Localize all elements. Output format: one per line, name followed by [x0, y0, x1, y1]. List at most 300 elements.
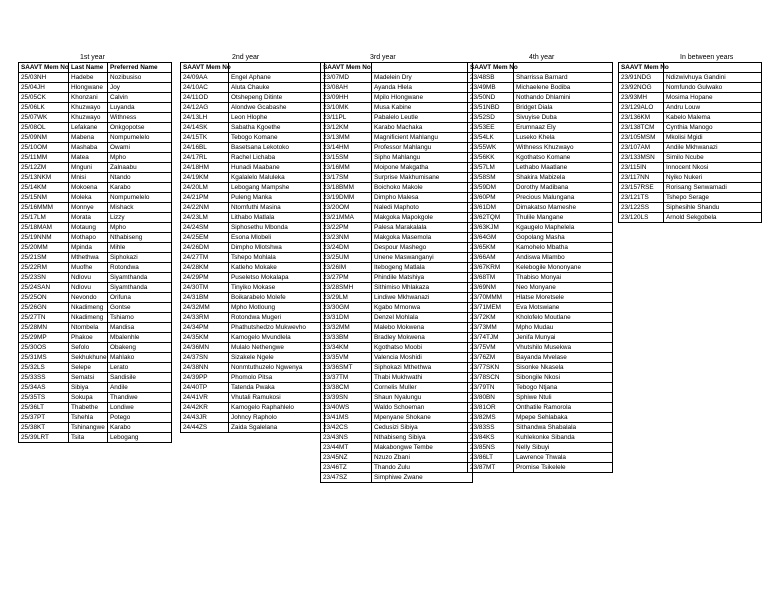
- table-row: [468, 93, 613, 103]
- name-cell: Andru Louw: [664, 103, 762, 113]
- name-cell: Hunadi Maabane: [229, 163, 325, 173]
- member-number-cell: 23/34KM: [321, 343, 372, 353]
- table-row: [468, 303, 613, 313]
- name-cell: Naledi Maphoto: [372, 203, 473, 213]
- member-number-cell: 23/31DM: [321, 313, 372, 323]
- member-number-cell: 24/44ZS: [181, 423, 229, 433]
- name-cell: Mashaba: [69, 143, 108, 153]
- table-row: [321, 153, 473, 163]
- name-cell: Moleka: [69, 193, 108, 203]
- table-row: [468, 143, 613, 153]
- table-row: [321, 123, 473, 133]
- column-header: SAAVT Mem No: [181, 63, 229, 73]
- member-number-cell: 25/35TS: [19, 393, 69, 403]
- name-cell: Basetsana Lekotoko: [229, 143, 325, 153]
- member-number-cell: 24/19KM: [181, 173, 229, 183]
- name-cell: Kabelo Malema: [664, 113, 762, 123]
- fourth-year-table: [467, 62, 613, 473]
- name-cell: Simphiwe Zwane: [372, 473, 473, 483]
- member-number-cell: 25/37PT: [19, 413, 69, 423]
- name-cell: Mpho: [108, 223, 172, 233]
- member-number-cell: 23/16MM: [321, 163, 372, 173]
- name-cell: Lawrence Thwala: [514, 453, 613, 463]
- table-row: [619, 133, 762, 143]
- member-number-cell: 23/84KS: [468, 433, 514, 443]
- member-number-cell: 23/51NBD: [468, 103, 514, 113]
- name-cell: Nompumelelo: [108, 133, 172, 143]
- table-row: [468, 133, 613, 143]
- member-number-cell: 23/138TCM: [619, 123, 664, 133]
- table-row: [181, 313, 325, 323]
- name-cell: Thabethe: [69, 403, 108, 413]
- member-number-cell: 25/24SAN: [19, 283, 69, 293]
- member-number-cell: 24/10AC: [181, 83, 229, 93]
- table-row: [321, 263, 473, 273]
- member-number-cell: 23/57LM: [468, 163, 514, 173]
- table-row: [468, 203, 613, 213]
- member-number-cell: 25/22RM: [19, 263, 69, 273]
- name-cell: Nkadimeng: [69, 313, 108, 323]
- table-row: [619, 193, 762, 203]
- name-cell: Nevondo: [69, 293, 108, 303]
- table-row: [321, 423, 473, 433]
- name-cell: Kgothatso Komane: [514, 153, 613, 163]
- member-number-cell: 23/63KJM: [468, 223, 514, 233]
- name-cell: Monnye: [69, 203, 108, 213]
- name-cell: Zalnaabu: [108, 163, 172, 173]
- table-row: [468, 373, 613, 383]
- table-row: [19, 203, 172, 213]
- name-cell: Mishack: [108, 203, 172, 213]
- member-number-cell: 25/14KM: [19, 183, 69, 193]
- column-header: SAAVT Mem No: [321, 63, 372, 73]
- name-cell: Lerato: [108, 363, 172, 373]
- name-cell: Ayanda Hlela: [372, 83, 473, 93]
- table-row: [321, 193, 473, 203]
- table-row: [181, 343, 325, 353]
- table-row: [619, 183, 762, 193]
- table-row: [321, 463, 473, 473]
- member-number-cell: 23/25UM: [321, 253, 372, 263]
- member-number-cell: 25/18MAM: [19, 223, 69, 233]
- member-number-cell: 23/76ZM: [468, 353, 514, 363]
- table-row: [468, 83, 613, 93]
- name-cell: Mnisi: [69, 173, 108, 183]
- name-cell: Mihle: [108, 243, 172, 253]
- table-row: [321, 303, 473, 313]
- table-row: [181, 143, 325, 153]
- table-row: [181, 413, 325, 423]
- table-row: [321, 183, 473, 193]
- member-number-cell: 24/29PM: [181, 273, 229, 283]
- column-header: SAAVT Mem No: [619, 63, 664, 73]
- name-cell: Thando Zulu: [372, 463, 473, 473]
- member-number-cell: 24/33RM: [181, 313, 229, 323]
- name-cell: Ndlovu: [69, 273, 108, 283]
- table-row: [321, 443, 473, 453]
- header-row: [468, 63, 613, 73]
- name-cell: Siphosethu Mbonda: [229, 223, 325, 233]
- table-row: [181, 373, 325, 383]
- name-cell: Tshinangwe: [69, 423, 108, 433]
- name-cell: Esona Mlobeli: [229, 233, 325, 243]
- member-number-cell: 24/14SK: [181, 123, 229, 133]
- member-number-cell: 23/70MMM: [468, 293, 514, 303]
- name-cell: Nyiko Nukeri: [664, 173, 762, 183]
- name-cell: Sandisile: [108, 373, 172, 383]
- member-number-cell: 25/20MM: [19, 243, 69, 253]
- third-year-table: [320, 62, 473, 483]
- name-cell: Mothapo: [69, 233, 108, 243]
- table-row: [321, 313, 473, 323]
- name-cell: Mulalo Nethengwe: [229, 343, 325, 353]
- member-number-cell: 25/25ON: [19, 293, 69, 303]
- name-cell: Khuzwayo: [69, 113, 108, 123]
- name-cell: Sithimiso Mhlakaza: [372, 283, 473, 293]
- member-number-cell: 24/40TP: [181, 383, 229, 393]
- member-number-cell: 24/31BM: [181, 293, 229, 303]
- column-header: [372, 63, 473, 73]
- table-row: [321, 333, 473, 343]
- table-row: [19, 93, 172, 103]
- member-number-cell: 23/10MK: [321, 103, 372, 113]
- name-cell: Khuzwayo: [69, 103, 108, 113]
- member-number-cell: 25/32LS: [19, 363, 69, 373]
- member-number-cell: 24/30TM: [181, 283, 229, 293]
- column-header: [664, 63, 762, 73]
- name-cell: Rorisang Senwamadi: [664, 183, 762, 193]
- member-number-cell: 23/115IN: [619, 163, 664, 173]
- table-row: [468, 73, 613, 83]
- member-number-cell: 23/18BMM: [321, 183, 372, 193]
- name-cell: Gontse: [108, 303, 172, 313]
- name-cell: Nothando Dhlamini: [514, 93, 613, 103]
- member-number-cell: 23/29LM: [321, 293, 372, 303]
- name-cell: Puseletso Mokalapa: [229, 273, 325, 283]
- table-row: [619, 83, 762, 93]
- name-cell: Aluta Chauke: [229, 83, 325, 93]
- member-number-cell: 23/67KRM: [468, 263, 514, 273]
- member-number-cell: 24/27TM: [181, 253, 229, 263]
- member-number-cell: 23/117NN: [619, 173, 664, 183]
- table-row: [468, 323, 613, 333]
- name-cell: Despour Mashego: [372, 243, 473, 253]
- name-cell: Bradley Mokwena: [372, 333, 473, 343]
- table-row: [19, 283, 172, 293]
- column-header: [229, 63, 325, 73]
- name-cell: Malebo Mokwena: [372, 323, 473, 333]
- member-number-cell: 24/36MN: [181, 343, 229, 353]
- table-row: [19, 253, 172, 263]
- table-row: [321, 433, 473, 443]
- name-cell: Phindile Matshiya: [372, 273, 473, 283]
- member-number-cell: 23/07MD: [321, 73, 372, 83]
- member-number-cell: 25/04JH: [19, 83, 69, 93]
- name-cell: Mkolisi Mgidi: [664, 133, 762, 143]
- column-header: SAAVT Mem No: [468, 63, 514, 73]
- table-row: [321, 243, 473, 253]
- name-cell: Tatenda Pwaka: [229, 383, 325, 393]
- member-number-cell: 23/33BM: [321, 333, 372, 343]
- table-row: [181, 103, 325, 113]
- member-number-cell: 23/61DM: [468, 203, 514, 213]
- member-number-cell: 25/26GN: [19, 303, 69, 313]
- table-row: [19, 293, 172, 303]
- table-row: [321, 453, 473, 463]
- table-row: [181, 273, 325, 283]
- member-number-cell: 23/44MT: [321, 443, 372, 453]
- table-row: [19, 433, 172, 443]
- table-row: [321, 83, 473, 93]
- name-cell: Musa Kabine: [372, 103, 473, 113]
- table-row: [468, 403, 613, 413]
- name-cell: Engel Aphane: [229, 73, 325, 83]
- name-cell: Orifuna: [108, 293, 172, 303]
- name-cell: Kgaugelo Maphelela: [514, 223, 613, 233]
- member-number-cell: 23/13MM: [321, 133, 372, 143]
- member-number-cell: 23/133MSN: [619, 153, 664, 163]
- member-number-cell: 23/64GM: [468, 233, 514, 243]
- table-row: [619, 203, 762, 213]
- name-cell: Sizakele Ngele: [229, 353, 325, 363]
- name-cell: Andile Mkhwanazi: [664, 143, 762, 153]
- member-number-cell: 25/29MP: [19, 333, 69, 343]
- table-row: [181, 223, 325, 233]
- member-number-cell: 23/14HM: [321, 143, 372, 153]
- table-row: [19, 333, 172, 343]
- name-cell: Hadebe: [69, 73, 108, 83]
- member-number-cell: 23/157RSE: [619, 183, 664, 193]
- member-number-cell: 24/37SN: [181, 353, 229, 363]
- table-row: [321, 373, 473, 383]
- name-cell: Lindiwe Mkhwanazi: [372, 293, 473, 303]
- column-header: SAAVT Mem No: [19, 63, 69, 73]
- member-number-cell: 24/22NM: [181, 203, 229, 213]
- table-row: [181, 253, 325, 263]
- table-row: [181, 93, 325, 103]
- name-cell: Puleng Manka: [229, 193, 325, 203]
- table-row: [321, 103, 473, 113]
- member-number-cell: 25/19NNM: [19, 233, 69, 243]
- table-row: [468, 433, 613, 443]
- member-number-cell: 23/105MSM: [619, 133, 664, 143]
- heading-1st-year: 1st year: [80, 54, 105, 61]
- table-row: [321, 113, 473, 123]
- member-number-cell: 23/120LS: [619, 213, 664, 223]
- member-number-cell: 23/121TS: [619, 193, 664, 203]
- name-cell: Withness Khuzwayo: [514, 143, 613, 153]
- name-cell: Thabi Mukhwathi: [372, 373, 473, 383]
- name-cell: Phomolo Pitsa: [229, 373, 325, 383]
- name-cell: Kgothatso Moobi: [372, 343, 473, 353]
- member-number-cell: 25/11MM: [19, 153, 69, 163]
- name-cell: Erumnaaz Ely: [514, 123, 613, 133]
- member-number-cell: 25/23SN: [19, 273, 69, 283]
- name-cell: Karabo Machaka: [372, 123, 473, 133]
- member-number-cell: 23/71MEM: [468, 303, 514, 313]
- name-cell: Kamogelo Raphahlelo: [229, 403, 325, 413]
- name-cell: Katleho Mokake: [229, 263, 325, 273]
- name-cell: Gopolang Masha: [514, 233, 613, 243]
- name-cell: Valencia Moshidi: [372, 353, 473, 363]
- table-row: [468, 103, 613, 113]
- table-row: [321, 343, 473, 353]
- member-number-cell: 24/38NN: [181, 363, 229, 373]
- table-row: [19, 103, 172, 113]
- name-cell: Phathutshedzo Mukwevho: [229, 323, 325, 333]
- name-cell: Karabo: [108, 183, 172, 193]
- member-number-cell: 24/15TK: [181, 133, 229, 143]
- member-number-cell: 23/65KM: [468, 243, 514, 253]
- member-number-cell: 24/25EM: [181, 233, 229, 243]
- member-number-cell: 23/85NS: [468, 443, 514, 453]
- table-row: [468, 163, 613, 173]
- member-number-cell: 25/31MS: [19, 353, 69, 363]
- member-number-cell: 24/16BL: [181, 143, 229, 153]
- member-number-cell: 23/66AM: [468, 253, 514, 263]
- name-cell: Neo Monyane: [514, 283, 613, 293]
- name-cell: Mnguni: [69, 163, 108, 173]
- member-number-cell: 23/68TM: [468, 273, 514, 283]
- name-cell: Siyamthanda: [108, 273, 172, 283]
- name-cell: Cynthia Manogo: [664, 123, 762, 133]
- table-row: [181, 423, 325, 433]
- name-cell: Motaung: [69, 223, 108, 233]
- member-number-cell: 23/53EE: [468, 123, 514, 133]
- name-cell: Rachel Lichaba: [229, 153, 325, 163]
- table-row: [321, 363, 473, 373]
- table-row: [181, 393, 325, 403]
- table-row: [321, 173, 473, 183]
- member-number-cell: 24/11OD: [181, 93, 229, 103]
- name-cell: Tebogo Komane: [229, 133, 325, 143]
- member-number-cell: 24/41VR: [181, 393, 229, 403]
- table-row: [321, 253, 473, 263]
- table-row: [19, 173, 172, 183]
- name-cell: Michaelene Bodiba: [514, 83, 613, 93]
- member-number-cell: 23/56KK: [468, 153, 514, 163]
- name-cell: Thandiwe: [108, 393, 172, 403]
- name-cell: Pabalelo Leutle: [372, 113, 473, 123]
- member-number-cell: 24/24SM: [181, 223, 229, 233]
- table-row: [468, 293, 613, 303]
- in-between-years-table: [618, 62, 762, 223]
- name-cell: Sisonke Nkasela: [514, 363, 613, 373]
- member-number-cell: 24/28KM: [181, 263, 229, 273]
- name-cell: Kelebogile Mononyane: [514, 263, 613, 273]
- name-cell: Mpinda: [69, 243, 108, 253]
- name-cell: Lebogang: [108, 433, 172, 443]
- name-cell: Johncy Rapholo: [229, 413, 325, 423]
- name-cell: Onkgopotse: [108, 123, 172, 133]
- table-row: [619, 143, 762, 153]
- table-row: [19, 373, 172, 383]
- name-cell: Magnificient Mahlangu: [372, 133, 473, 143]
- name-cell: Ntomfuthi Masina: [229, 203, 325, 213]
- name-cell: Nompumelelo: [108, 193, 172, 203]
- member-number-cell: 25/10OM: [19, 143, 69, 153]
- table-row: [468, 443, 613, 453]
- table-row: [468, 343, 613, 353]
- table-row: [19, 263, 172, 273]
- name-cell: Thabiso Monyai: [514, 273, 613, 283]
- table-row: [468, 463, 613, 473]
- table-row: [19, 123, 172, 133]
- member-number-cell: 23/45NZ: [321, 453, 372, 463]
- table-row: [181, 303, 325, 313]
- name-cell: Potego: [108, 413, 172, 423]
- name-cell: Rotondwa Mugeri: [229, 313, 325, 323]
- table-row: [181, 183, 325, 193]
- name-cell: Lizzy: [108, 213, 172, 223]
- name-cell: Nthabiseng: [108, 233, 172, 243]
- name-cell: Londiwe: [108, 403, 172, 413]
- member-number-cell: 24/32MM: [181, 303, 229, 313]
- member-number-cell: 23/48SB: [468, 73, 514, 83]
- table-row: [19, 143, 172, 153]
- member-number-cell: 23/58SM: [468, 173, 514, 183]
- table-row: [181, 193, 325, 203]
- name-cell: Andile: [108, 383, 172, 393]
- second-year-table: [180, 62, 325, 433]
- member-number-cell: 23/40WS: [321, 403, 372, 413]
- name-cell: Mandisa: [108, 323, 172, 333]
- name-cell: Nkadimeng: [69, 303, 108, 313]
- name-cell: Unene Maswanganyi: [372, 253, 473, 263]
- name-cell: Muofhe: [69, 263, 108, 273]
- table-row: [19, 273, 172, 283]
- table-row: [619, 73, 762, 83]
- member-number-cell: 24/20LM: [181, 183, 229, 193]
- name-cell: Sekhukhune: [69, 353, 108, 363]
- table-row: [321, 473, 473, 483]
- member-number-cell: 24/18HM: [181, 163, 229, 173]
- name-cell: Mpho: [108, 153, 172, 163]
- name-cell: Mokoena: [69, 183, 108, 193]
- name-cell: Owami: [108, 143, 172, 153]
- member-number-cell: 24/35KM: [181, 333, 229, 343]
- member-number-cell: 23/46TZ: [321, 463, 372, 473]
- table-row: [321, 143, 473, 153]
- table-row: [468, 253, 613, 263]
- name-cell: Professor Mahlangu: [372, 143, 473, 153]
- name-cell: Sabatha Kgoethe: [229, 123, 325, 133]
- table-row: [181, 113, 325, 123]
- member-number-cell: 25/13NKM: [19, 173, 69, 183]
- name-cell: Madelein Dry: [372, 73, 473, 83]
- name-cell: Mpilo Hlongwane: [372, 93, 473, 103]
- name-cell: Kholofelo Moutlane: [514, 313, 613, 323]
- name-cell: Tshepo Serage: [664, 193, 762, 203]
- table-row: [619, 113, 762, 123]
- name-cell: Zaida Sgalelana: [229, 423, 325, 433]
- table-row: [468, 113, 613, 123]
- member-number-cell: 23/78SCN: [468, 373, 514, 383]
- column-header: [514, 63, 613, 73]
- member-number-cell: 23/24DM: [321, 243, 372, 253]
- member-number-cell: 23/15SM: [321, 153, 372, 163]
- table-row: [19, 153, 172, 163]
- name-cell: Itebogeng Matlala: [372, 263, 473, 273]
- table-row: [181, 173, 325, 183]
- name-cell: Nonmtuthuzelo Ngwenya: [229, 363, 325, 373]
- name-cell: Shaun Nyalungu: [372, 393, 473, 403]
- member-number-cell: 23/50ND: [468, 93, 514, 103]
- table-row: [181, 73, 325, 83]
- name-cell: Denzel Mohlala: [372, 313, 473, 323]
- header-row: [181, 63, 325, 73]
- table-row: [468, 223, 613, 233]
